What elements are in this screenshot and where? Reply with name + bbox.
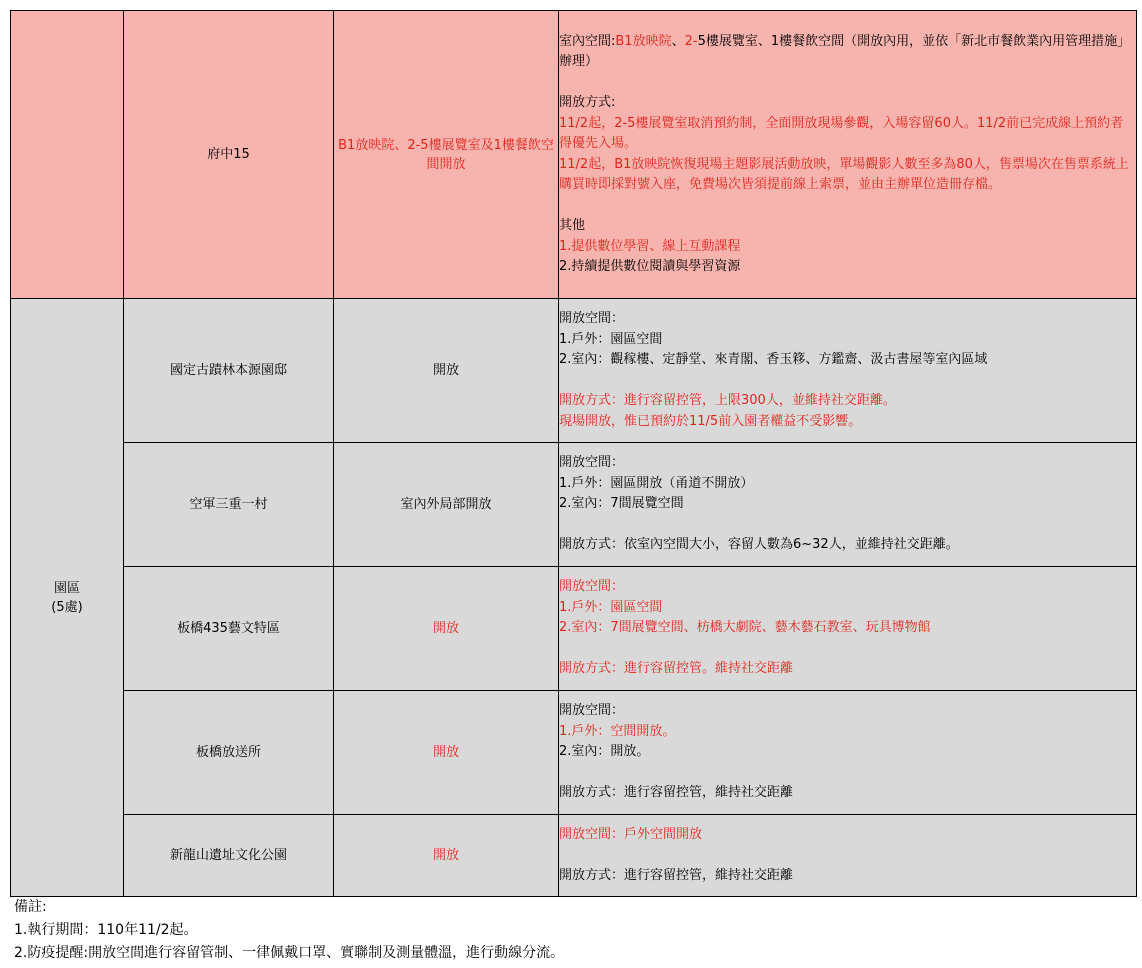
venue-status: 開放 <box>334 299 559 443</box>
notes-item-period: 1.執行期間：110年11/2起。 <box>14 922 198 938</box>
row-lin-family-garden <box>11 299 1137 443</box>
detail-line: 開放方式：進行容留控管，維持社交距離 <box>559 867 794 883</box>
detail-line: 2.室內：7間展覽空間、枋橋大劇院、藝木藝石教室、玩具博物館 <box>559 620 931 636</box>
venue-detail <box>559 815 1137 897</box>
detail-line: 1.戶外：園區空間 <box>559 599 663 615</box>
detail-indoor-space: 室內空間:B1放映院、2-5樓展覽室、1樓餐飲空間（開放內用，並依「新北市餐飲業內用管理措施」辦理） <box>559 33 1131 69</box>
detail-line: 1.戶外：園區空間 <box>559 331 663 347</box>
detail-other-1: 1.提供數位學習、線上互動課程 <box>559 238 741 254</box>
detail-line: 開放空間： <box>559 703 625 719</box>
venue-status: 室內外局部開放 <box>334 443 559 567</box>
detail-line: 開放空間：戶外空間開放 <box>559 826 703 842</box>
detail-line: 2.室內：開放。 <box>559 744 650 760</box>
detail-other-2: 2.持續提供數位閱讀與學習資源 <box>559 259 741 274</box>
venue-status: B1放映院、2-5樓展覽室及1樓餐飲空間開放 <box>334 11 559 299</box>
category-cell-park <box>11 299 124 897</box>
detail-mode-1: 11/2起，2-5樓展覽室取消預約制，全面開放現場參觀，入場容留60人。11/2前已完成線上預約者得優先入場。 <box>559 115 1124 151</box>
category-cell-empty <box>11 11 124 299</box>
detail-mode-title: 開放方式: <box>559 95 616 110</box>
venue-name: 板橋435藝文特區 <box>124 567 334 691</box>
row-air-force-village <box>11 443 1137 567</box>
venue-opening-table <box>10 10 1137 897</box>
venue-status: 開放 <box>334 567 559 691</box>
venue-detail <box>559 299 1137 443</box>
detail-line: 1.戶外：園區開放（甬道不開放） <box>559 475 754 491</box>
venue-name: 空軍三重一村 <box>124 443 334 567</box>
detail-line: 現場開放，惟已預約於11/5前入園者權益不受影響。 <box>559 413 862 429</box>
venue-status: 開放 <box>334 815 559 897</box>
detail-other-title: 其他 <box>559 218 586 233</box>
venue-name: 板橋放送所 <box>124 691 334 815</box>
detail-line: 開放空間： <box>559 579 625 595</box>
category-title: 園區 <box>53 580 80 596</box>
venue-detail <box>559 567 1137 691</box>
venue-detail <box>559 443 1137 567</box>
row-banqiao-broadcast-station <box>11 691 1137 815</box>
notes-section <box>14 896 1114 965</box>
detail-line: 開放方式：進行容留控管，維持社交距離 <box>559 785 794 801</box>
notes-item-reminder: 2.防疫提醒:開放空間進行容留管制、一律佩戴口罩、實聯制及測量體溫，進行動線分流。 <box>14 945 565 961</box>
detail-line: 2.室內：觀稼樓、定靜堂、來青閣、香玉簃、方鑑齋、汲古書屋等室內區域 <box>559 352 988 367</box>
row-banqiao-435 <box>11 567 1137 691</box>
detail-line: 2.室內：7間展覽空間 <box>559 496 684 512</box>
detail-line: 開放方式：進行容留控管，上限300人，並維持社交距離。 <box>559 393 896 408</box>
notes-title: 備註: <box>14 899 47 915</box>
detail-mode-2: 11/2起，B1放映院恢復現場主題影展活動放映，單場觀影人數至多為80人，售票場次在售票系統上購買時即採對號入座，免費場次皆須提前線上索票，並由主辦單位造冊存檔。 <box>559 156 1129 192</box>
detail-line: 開放方式：進行容留控管。維持社交距離 <box>559 661 794 677</box>
detail-line: 1.戶外：空間開放。 <box>559 723 676 739</box>
category-count: (5處) <box>51 599 83 615</box>
venue-name: 國定古蹟林本源園邸 <box>124 299 334 443</box>
row-xinlongshan-park <box>11 815 1137 897</box>
venue-name: 府中15 <box>124 11 334 299</box>
venue-detail <box>559 691 1137 815</box>
detail-line: 開放空間： <box>559 311 625 326</box>
venue-name: 新龍山遺址文化公園 <box>124 815 334 897</box>
detail-line: 開放方式：依室內空間大小，容留人數為6~32人，並維持社交距離。 <box>559 537 959 553</box>
venue-status: 開放 <box>334 691 559 815</box>
venue-detail <box>559 11 1137 299</box>
row-fuzhong15 <box>11 11 1137 299</box>
detail-line: 開放空間： <box>559 455 625 471</box>
